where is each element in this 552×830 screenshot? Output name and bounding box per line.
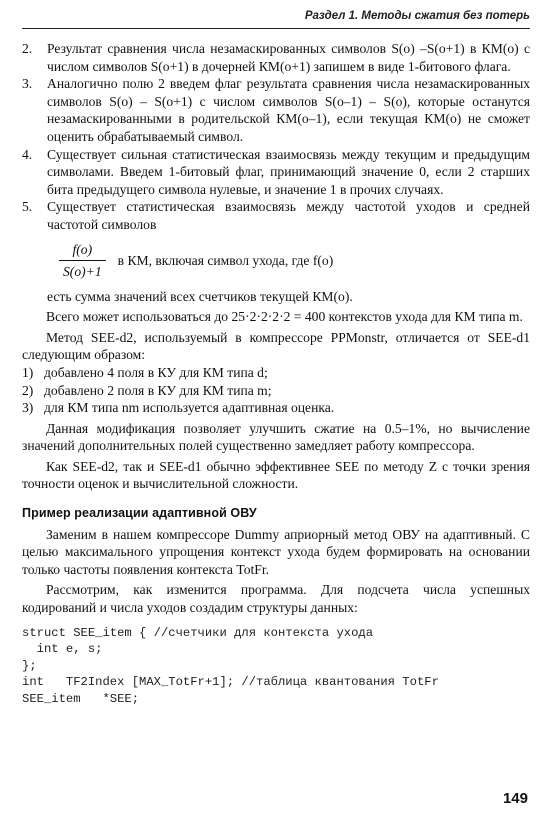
sub-item-number: 2)	[22, 382, 34, 398]
paragraph-modification: Данная модификация позволяет улучшить сжатие на 0.5–1%, но вычисление значений дополнительных полей существенно замедляет работу компрессора.	[22, 420, 530, 454]
sub-item-number: 3)	[22, 400, 34, 416]
formula-continuation-text: есть сумма значений всех счетчиков текущей КМ(o).	[47, 288, 353, 304]
list-item-4	[22, 146, 530, 199]
list-item-number: 4.	[22, 146, 33, 162]
sub-item-number: 1)	[22, 364, 34, 380]
list-item-text: Результат сравнения числа незамаскированных символов S(o) –S(o+1) в КМ(o) с числом символов S(o+1) в дочерней КМ(o+1) запишем в виде 1-битового флага.	[47, 41, 530, 74]
sub-item-text: для КМ типа nm используется адаптивная оценка.	[44, 400, 335, 416]
list-item-2	[22, 40, 530, 75]
page-number: 149	[502, 790, 528, 807]
list-item-3	[22, 75, 530, 145]
fraction-formula	[59, 241, 106, 280]
running-header: Раздел 1. Методы сжатия без потерь	[22, 6, 530, 29]
formula-trailing-text: в КМ, включая символ ухода, где f(o)	[117, 252, 334, 268]
fraction-denominator: S(o)+1	[63, 263, 102, 279]
formula-continuation	[22, 288, 530, 306]
list-item-5	[22, 198, 530, 233]
list-item-number: 5.	[22, 199, 33, 215]
sub-item-text: добавлено 4 поля в КУ для КМ типа d;	[44, 364, 268, 380]
list-item-number: 2.	[22, 41, 33, 56]
sub-item-3	[22, 399, 530, 417]
list-item-text: Существует статистическая взаимосвязь между частотой уходов и средней частотой символов	[47, 199, 530, 232]
sub-item-2	[22, 382, 530, 400]
section-heading: Пример реализации адаптивной ОВУ	[22, 506, 257, 521]
page-body	[22, 40, 530, 707]
code-line: };	[22, 658, 37, 673]
paragraph-consider: Рассмотрим, как изменится программа. Для подсчета числа успешных кодирований и числа уходов создадим структуры данных:	[22, 582, 530, 616]
fraction-numerator: f(o)	[72, 241, 93, 257]
paragraph-replace: Заменим в нашем компрессоре Dummy априорный метод ОВУ на адаптивный. С целью максимального упрощения контекст ухода будем формировать на основании только частоты появления контекста TotFr.	[22, 526, 530, 577]
list-item-text: Существует сильная статистическая взаимосвязь между текущим и предыдущим символами. Введем 1-битовый флаг, принимающий значение 0, если 2 старших бита предыдущего символа нулевые, и значение 1 в прочих случаях.	[47, 146, 530, 197]
paragraph-comparison: Как SEE-d2, так и SEE-d1 обычно эффективнее SEE по методу Z с точки зрения точности оценок и вычислительной сложности.	[22, 458, 530, 492]
code-line: SEE_item *SEE;	[22, 691, 140, 706]
code-line: struct SEE_item { //счетчики для контекста ухода	[22, 625, 374, 640]
list-item-text: Аналогично полю 2 введем флаг результата сравнения числа незамаскированных символов S(o) – S(o+1) с числом символов S(o–1) – S(o), которые останутся незамаскированными в родительской КМ(o–1), если текущая КМ(o) не сможет оценить обрабатываемый символ.	[47, 76, 530, 144]
sub-item-1	[22, 364, 530, 382]
formula-line	[22, 234, 530, 288]
code-line: int e, s;	[22, 642, 103, 657]
code-line: int TF2Index [MAX_TotFr+1]; //таблица квантования TotFr	[22, 675, 439, 690]
code-block	[22, 625, 530, 708]
paragraph-contexts: Всего может использоваться до 25·2·2·2·2 = 400 контекстов ухода для КМ типа m.	[46, 309, 523, 325]
paragraph-method: Метод SEE-d2, используемый в компрессоре PPMonstr, отличается от SEE-d1 следующим образом:	[22, 329, 530, 363]
list-item-number: 3.	[22, 76, 33, 92]
sub-item-text: добавлено 2 поля в КУ для КМ типа m;	[44, 382, 272, 398]
